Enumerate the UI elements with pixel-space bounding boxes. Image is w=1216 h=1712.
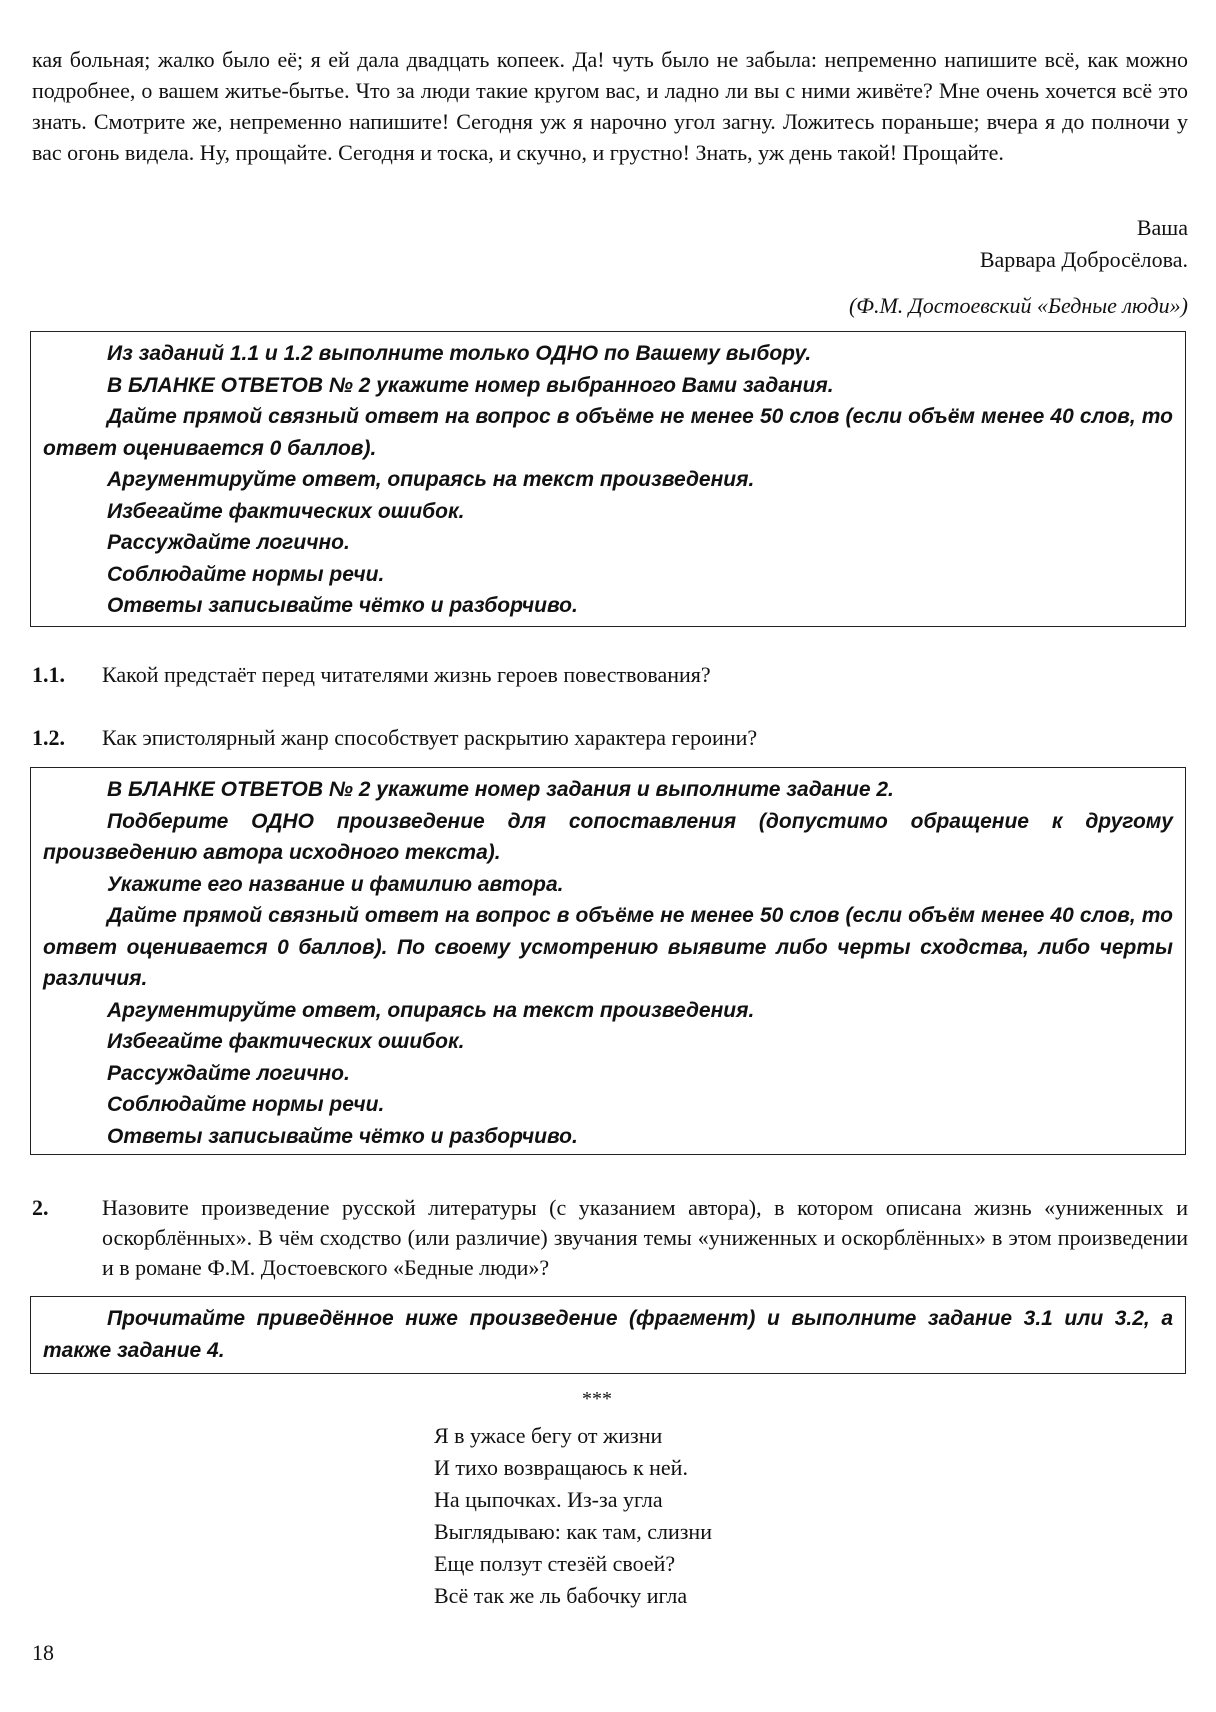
box1-line: Из заданий 1.1 и 1.2 выполните только ОДНО по Вашему выбору. [107, 342, 812, 365]
box2-line: Укажите его название и фамилию автора. [107, 872, 564, 896]
question-1-1 [32, 660, 1188, 690]
box2-line: Избегайте фактических ошибок. [107, 1030, 465, 1053]
box2-line: Подберите ОДНО произведение для сопоставления (допустимо обращение к другому произведению автора исходного текста). [43, 809, 1173, 864]
question-number: 1.2. [32, 725, 65, 750]
box1-line: Рассуждайте логично. [107, 531, 350, 554]
page-number: 18 [32, 1640, 54, 1665]
box1-line: Дайте прямой связный ответ на вопрос в объёме не менее 50 слов (если объём менее 40 слов, то ответ оценивается 0 баллов). [43, 405, 1173, 460]
box2-line: В БЛАНКЕ ОТВЕТОВ № 2 укажите номер задания и выполните задание 2. [107, 778, 894, 801]
instruction-box-2 [30, 767, 1186, 1155]
signature-line-1: Ваша [1136, 215, 1188, 240]
intro-paragraph: кая больная; жалко было её; я ей дала двадцать копеек. Да! чуть было не забыла: непременно напишите всё, как можно подробнее, о вашем житье-бытье. Что за люди такие кругом вас, и ладно ли вы с ними живёте? Мне очень хочется всё это знать. Смотрите же, непременно напишите! Сегодня уж я нарочно угол загну. Ложитесь пораньше; вчера я до полночи у вас огонь видела. Ну, прощайте. Сегодня и тоска, и скучно, и грустно! Знать, уж день такой! Прощайте. [32, 47, 1188, 165]
poem-marker: *** [582, 1388, 612, 1410]
poem-line: Всё так же ль бабочку игла [434, 1583, 688, 1608]
signature-line-2: Варвара Добросёлова. [979, 247, 1188, 272]
poem [434, 1420, 712, 1612]
source-citation: (Ф.М. Достоевский «Бедные люди») [848, 293, 1188, 318]
box1-line: Аргументируйте ответ, опираясь на текст произведения. [107, 468, 755, 491]
instruction-box-1 [30, 331, 1186, 627]
box2-line: Соблюдайте нормы речи. [107, 1093, 385, 1116]
question-text: Назовите произведение русской литературы (с указанием автора), в котором описана жизнь «униженных и оскорблённых». В чём сходство (или различие) звучания темы «униженных и оскорблённых» в этом произведении и в романе Ф.М. Достоевского «Бедные люди»? [102, 1195, 1188, 1280]
box2-line: Рассуждайте логично. [107, 1061, 350, 1085]
question-1-2 [32, 723, 1188, 753]
question-text: Какой предстаёт перед читателями жизнь героев повествования? [102, 662, 711, 687]
instruction-box-3 [30, 1296, 1186, 1374]
box1-line: Избегайте фактических ошибок. [107, 499, 465, 523]
box2-line: Дайте прямой связный ответ на вопрос в объёме не менее 50 слов (если объём менее 40 слов, то ответ оценивается 0 баллов). По своему усмотрению выявите либо черты сходства, либо черты различия. [43, 904, 1173, 990]
question-number: 1.1. [32, 662, 65, 687]
box1-line: Соблюдайте нормы речи. [107, 562, 385, 586]
question-2 [32, 1193, 1188, 1283]
box1-line: В БЛАНКЕ ОТВЕТОВ № 2 укажите номер выбранного Вами задания. [107, 373, 834, 397]
box2-line: Ответы записывайте чётко и разборчиво. [107, 1124, 578, 1148]
poem-line: И тихо возвращаюсь к ней. [434, 1455, 688, 1480]
poem-line: Выглядываю: как там, слизни [434, 1519, 712, 1544]
poem-line: На цыпочках. Из-за угла [434, 1487, 663, 1512]
question-number: 2. [32, 1195, 49, 1220]
question-text: Как эпистолярный жанр способствует раскрытию характера героини? [102, 725, 758, 750]
poem-line: Я в ужасе бегу от жизни [434, 1423, 663, 1448]
poem-line: Еще ползут стезёй своей? [434, 1551, 676, 1576]
box2-line: Аргументируйте ответ, опираясь на текст произведения. [107, 998, 755, 1022]
box1-line: Ответы записывайте чётко и разборчиво. [107, 594, 578, 617]
box3-text: Прочитайте приведённое ниже произведение (фрагмент) и выполните задание 3.1 или 3.2, а также задание 4. [43, 1307, 1173, 1362]
